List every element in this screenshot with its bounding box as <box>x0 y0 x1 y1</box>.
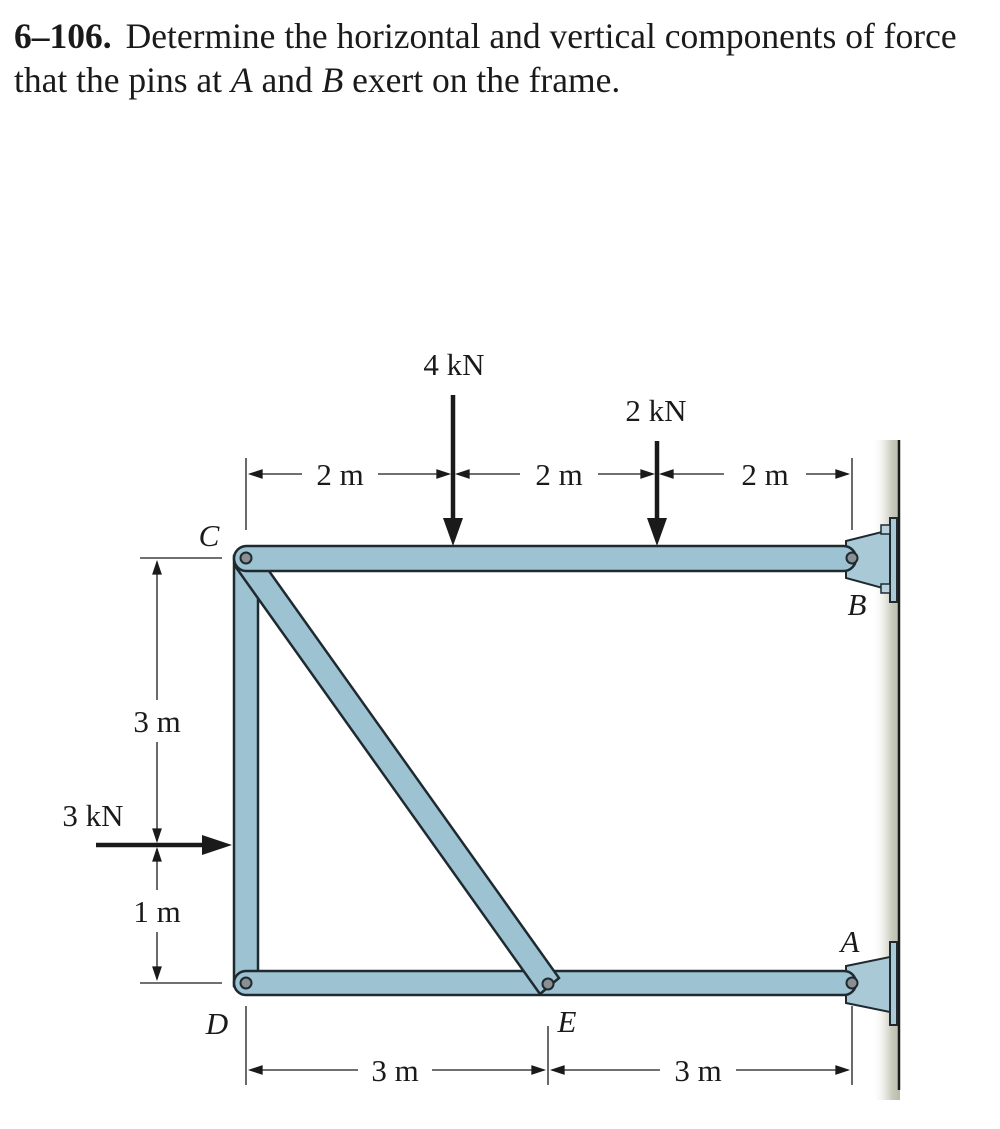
dimension-label-bottom-2: 3 m <box>674 1053 722 1088</box>
problem-text-1: Determine the horizontal and vertical components of force that the pins at <box>14 16 957 100</box>
dimension-label-left-lower: 1 m <box>133 894 181 929</box>
dimension-label-bottom-1: 3 m <box>371 1053 419 1088</box>
force-2kn-arrow <box>647 441 667 546</box>
problem-text-2: and <box>252 60 322 100</box>
pin-e <box>543 979 554 990</box>
pin-a <box>847 978 858 989</box>
problem-point-a: A <box>230 60 253 100</box>
point-label-a: A <box>840 924 860 959</box>
dimension-label-top-1: 2 m <box>316 457 364 492</box>
dimension-label-top-2: 2 m <box>535 457 583 492</box>
problem-number: 6–106. <box>14 16 112 56</box>
dimension-label-left-upper: 3 m <box>133 704 181 739</box>
pin-b <box>847 553 858 564</box>
member-ce <box>235 550 559 994</box>
point-label-b: B <box>847 587 867 622</box>
force-label-4kn: 4 kN <box>423 347 485 382</box>
force-4kn-arrow <box>443 395 463 546</box>
problem-point-b: B <box>321 60 344 100</box>
support-a-plate <box>890 942 897 1025</box>
problem-text-3: exert on the frame. <box>343 60 621 100</box>
members <box>234 546 856 995</box>
point-label-e: E <box>557 1004 577 1039</box>
pin-d <box>241 978 252 989</box>
dimension-label-top-3: 2 m <box>741 457 789 492</box>
force-3kn-arrow <box>96 835 232 855</box>
force-label-3kn: 3 kN <box>62 798 124 833</box>
support-b-bolt-top <box>881 525 890 534</box>
support-b-plate <box>890 518 897 602</box>
point-label-c: C <box>198 518 220 553</box>
force-label-2kn: 2 kN <box>625 393 687 428</box>
pin-c <box>241 553 252 564</box>
support-b-bolt-bottom <box>881 584 890 593</box>
member-cd <box>234 556 258 986</box>
member-cb <box>234 546 856 571</box>
point-label-d: D <box>205 1006 229 1041</box>
pins <box>241 553 858 990</box>
